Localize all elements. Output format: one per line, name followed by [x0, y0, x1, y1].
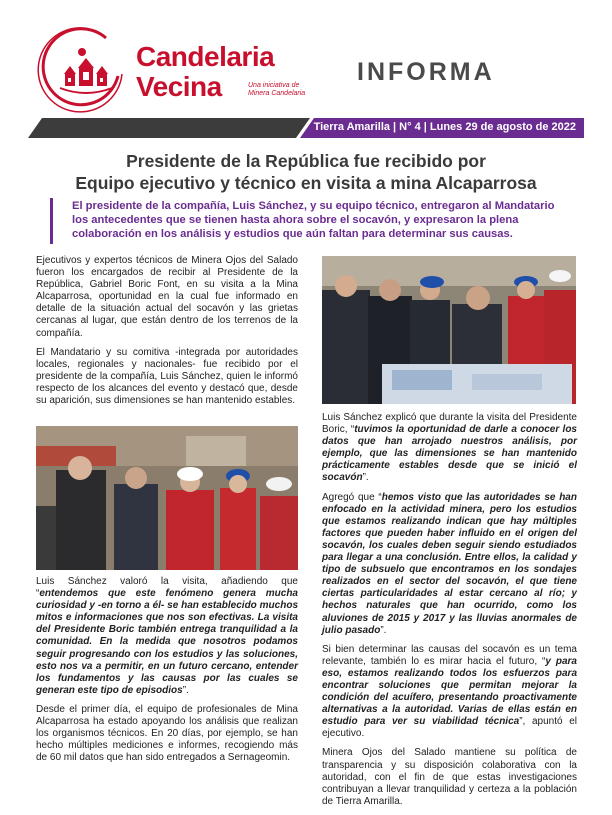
- section-title: INFORMA: [357, 58, 495, 86]
- quote-end: ”.: [182, 684, 189, 696]
- paragraph: Minera Ojos del Salado mantiene su política de transparencia y su disposición colaborativa con la autoridad, con el fin de que estas investigaciones contribuyan a llevar tranquilidad y certeza a la población de Tierra Amarilla.: [322, 747, 577, 807]
- brand-logo: [36, 24, 326, 114]
- quote-end: ”.: [380, 624, 387, 636]
- quote-intro: Luis Sánchez valoró la visita, añadiendo que “: [36, 576, 298, 600]
- quote-intro: Si bien determinar las causas del socavón es un tema relevante, también lo es mirar hacia el futuro, “: [322, 643, 577, 667]
- left-column-bottom: [36, 576, 298, 771]
- visit-photo-group: [36, 426, 298, 570]
- issue-band: [28, 118, 584, 138]
- candelaria-vecina-logo-icon: [36, 28, 126, 112]
- article-lede: El presidente de la compañía, Luis Sánchez, y su equipo técnico, entregaron al Mandatario los antecedentes que se tienen hasta ahora sobre el socavón, y expresaron la plena colaboración en los análisis y estudios que aún faltan para determinar sus causas.: [72, 200, 555, 240]
- paragraph: El Mandatario y su comitiva -integrada por autoridades locales, regionales y nacionales- fue recibido por el presidente de la compañía, Luis Sánchez, quien le informó respecto de los alcances del evento y destacó que, desde su aparición, sus dimensiones se han mantenido estables.: [36, 346, 298, 407]
- paragraph: [322, 412, 577, 485]
- headline-line-1: Presidente de la República fue recibido por: [126, 151, 486, 171]
- paragraph: [322, 644, 577, 741]
- paragraph: [322, 492, 577, 637]
- brand-line-2: Vecina: [136, 71, 222, 102]
- visit-photo-map: [322, 256, 576, 404]
- paragraph: [36, 576, 298, 697]
- right-column: [322, 412, 577, 815]
- quote: tuvimos la oportunidad de darle a conocer los datos que han arrojado nuestros análisis, por ejemplo, que las dimensiones se han mantenido prácticamente estables desde que se inició el socavón: [322, 424, 577, 484]
- photo-officials-helmets: [36, 426, 298, 570]
- quote-end: ”, apuntó el ejecutivo.: [322, 716, 577, 740]
- issue-info: Tierra Amarilla | N° 4 | Lunes 29 de agosto de 2022: [313, 121, 576, 133]
- article-headline: [40, 150, 572, 194]
- brand-subtitle: Una iniciativa de Minera Candelaria: [248, 82, 306, 97]
- quote: y para eso, estamos realizando todos los esfuerzos para encontrar soluciones que permitan mejorar la condición del acuífero, presentando proactivamente alternativas a la autoridad. Varias de ellas están en estudio para ver su viabilidad técnica: [322, 655, 577, 728]
- quote-intro: Luis Sánchez explicó que durante la visita del Presidente Boric, “: [322, 412, 577, 436]
- brand-line-1: Candelaria: [136, 41, 275, 72]
- lede-accent-bar: [50, 198, 53, 244]
- left-column-top: [36, 255, 298, 414]
- photo-president-map: [322, 256, 576, 404]
- quote-intro: Agregó que “: [322, 491, 382, 503]
- paragraph: Ejecutivos y expertos técnicos de Minera Ojos del Salado fueron los encargados de recibir al Presidente de la República, Gabriel Boric Font, en su visita a la Mina Alcaparrosa, oportunidad en la cual fue informado en detalle de la situación actual del socavón y las grietas cercanas al lugar, que están dentro de los terrenos de la compañía.: [36, 255, 298, 339]
- paragraph: Desde el primer día, el equipo de profesionales de Mina Alcaparrosa ha estado apoyando los análisis que realizan los organismos técnicos. En 20 días, por ejemplo, se han hecho múltiples mediciones e informes, recogiendo más de 60 mil datos que han sido entregados a Sernageomin.: [36, 703, 298, 764]
- quote-end: ”.: [362, 472, 369, 484]
- quote: entendemos que este fenómeno genera mucha curiosidad y -en torno a él- se han establecido muchos mitos e informaciones que nos son efectivas. La visita del Presidente Boric también entrega tranquilidad a la comunidad. En la medida que nosotros podamos seguir progresando con los estudios y las soluciones, esto nos va a permitir, en un futuro cercano, entender los fundamentos y las causas por las cuales se generan este tipo de episodios: [36, 588, 298, 696]
- headline-line-2: Equipo ejecutivo y técnico en visita a mina Alcaparrosa: [75, 173, 537, 193]
- quote: hemos visto que las autoridades se han enfocado en la actividad minera, pero los estudios que estamos realizando indican que hay múltiples factores que pueden haber influido en el origen del socavón, los cuales deben seguir siendo estudiados para llegar a una conclusión. Entre ellos, la calidad y tipo de subsuelo que encontramos en los sondajes realizados en el sector del socavón, el que tiene ciertas particularidades al estar cercano al río; y hechos naturales que han ocurrido, como los aluviones de 2015 y 2017 y las lluvias anormales de julio pasado: [322, 491, 577, 636]
